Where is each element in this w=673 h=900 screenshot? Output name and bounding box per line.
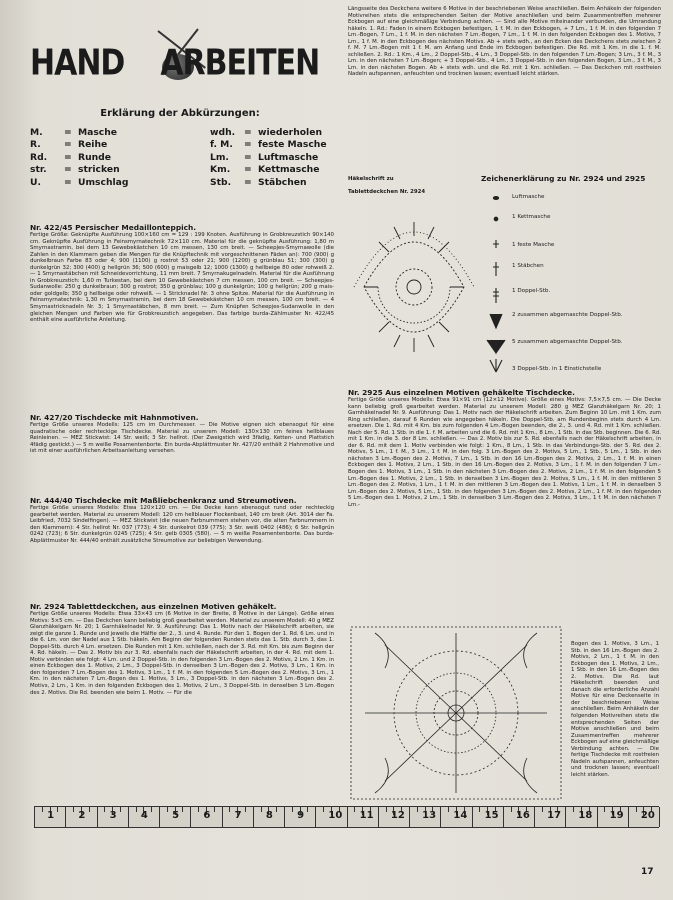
ruler-tick bbox=[104, 807, 105, 812]
ruler-number: 2 bbox=[78, 810, 86, 821]
abbreviation-eq: = bbox=[64, 176, 72, 188]
ruler-tick bbox=[378, 807, 379, 827]
ruler-tick bbox=[198, 807, 199, 812]
ruler-tick bbox=[34, 807, 35, 827]
ruler-number: 17 bbox=[547, 810, 562, 821]
section-body: Fertige Größe unseres Modells: Etwa 91×91 cm (12×12 Motive). Größe eines Motivs: 7,5×7,5 cm. — Die Decke kann beliebig groß gearbeitet werden. Material zu unserem Modell: 280 g MEZ Glanzhäkelgarn Nr. 20; 1 Garnhäkelnadel Nr. 9. Ausführung: Das 1. Motiv nach der Häkelschrift arbeiten. Zum Beginn 10 Lm. mit 1 Km. zum Ring schließen, darauf 6 Runden wie angegeben häkeln. Die Doppel-Stb. am Rundenbeginn stets durch 4 Lm. ersetzen. Die 1. Rd. mit 4 Km. bis zum folgenden 4 Lm.-Bogen beenden, die 2., 3. und 4. Rd. mit 1 Km. schließen. Nach der 5. Rd. 1 Stb. in die 1. f. M. arbeiten und die 6. Rd. mit 1 Km., 8 Lm., 1 Stb. in das Stb. beginnen. Die 6. Rd. mit 1 Km. in die 3. der 8 Lm. schließen. — Das 2. Motiv bis zur 5. Rd. ebenfalls nach der Häkelschrift arbeiten, in der 6. Rd. mit dem 1. Motiv verbinden wie folgt: 1 Km., 8 Lm., 1 Stb. in das Verbindungs-Stb. der 5. Rd. des 2. Motivs, 5 Lm., 1 f. M., 3 Lm., 1 f. M. in den folg. 3 Lm.-Bogen des 2. Motivs, 5 Lm., 1 Stb., 5 Lm., 1 Stb. in den nächsten 3 Lm.-Bogen des 2. Motivs, 7 Lm., 1 Stb. in den 16 Lm.-Bogen des 2. Motivs, 2 Lm., 1 f. M. in einen Eckbogen des 1. Motivs, 2 Lm., 1 Stb. in den 16 Lm.-Bogen des 2. Motivs, 3 Lm., 1 f. M. in den folgenden 7 Lm.-Bogen des 1. Motivs, 3 Lm., 1 Stb. in den nächsten 3 Lm.-Bogen des 2. Motivs, 2 Lm., 1 f. M. in den folgenden 5 Lm.-Bogen des 1. Motivs, 2 Lm., 1 Stb. in denselben 3 Lm.-Bogen des 2. Motivs, 5 Lm., 1 f. M. in den mittleren 3 Lm.-Bogen des 2. Motivs, 1 Lm., 1 f. M. in den mittleren 3 Lm.-Bogen des 1. Motivs, 1 Lm., 1 f. M. in denselben 3 Lm.-Bogen des 2. Motivs, 5 Lm., 1 Stb. in den folgenden 3 Lm.-Bogen des 2. Motivs, 2 Lm., 1 f. M. in den folgenden 5 Lm.-Bogen des 1. Motivs, 2 Lm., 1 Stb. in denselben 3 Lm.-Bogen des 2. Motivs, 3 Lm., 1 f. M. in den nächsten 7 Lm.- bbox=[348, 397, 661, 508]
page-number: 17 bbox=[641, 867, 654, 877]
section-title: Nr. 427/20 Tischdecke mit Hahnmotiven. bbox=[30, 413, 199, 422]
ruler-tick bbox=[503, 807, 504, 827]
ruler-tick bbox=[214, 807, 215, 812]
ruler-tick bbox=[440, 807, 441, 827]
section-427-20 bbox=[30, 414, 334, 455]
abbreviation-eq: = bbox=[244, 139, 252, 151]
ruler-number: 13 bbox=[422, 810, 437, 821]
section-2924 bbox=[30, 603, 334, 696]
ruler-tick bbox=[284, 807, 285, 827]
ruler-tick bbox=[597, 807, 598, 827]
section-body: Fertige Größe unseres Modells: Etwa 120×120 cm. — Die Decke kann ebensogut rund oder rechteckig gearbeitet werden. Material zu unserem Modell: 120 cm hellblauer Flockenbast, 140 cm breit (Art. 3014 der Fa. Leibfried, 7032 Sindelfingen). — MEZ Stickwist (die neuen Farbnummern stehen vor, die alten Farbnummern in den Klammern): 4 Str. hellrot Nr. 037 (773); 4 Str. dunkelrot 039 (775); 3 Str. weiß 0402 (486); 6 Str. hellgrün 0242 (723); 6 Str. dunkelgrün 0245 (725); 4 Str. gelb 0305 (580). — 5 m weiße Posamentenborte. Das burda-Abplättmuster Nr. 444/40 enthält zusätzliche Streumotive zur beliebigen Verwendung. bbox=[30, 505, 334, 544]
ruler-tick bbox=[159, 807, 160, 827]
ruler-tick bbox=[659, 807, 660, 827]
abbreviation-text: Runde bbox=[78, 151, 111, 163]
ruler-tick bbox=[57, 807, 58, 812]
ruler-tick bbox=[276, 807, 277, 812]
abbreviation-row bbox=[210, 127, 327, 139]
abbreviation-abbr: f. M. bbox=[210, 139, 233, 151]
legend-item: Luftmasche bbox=[512, 194, 545, 200]
legend-item: 3 Doppel-Stb. in 1 Einstichstelle bbox=[512, 366, 602, 372]
legend-item: 1 Kettmasche bbox=[512, 214, 551, 220]
ruler-tick bbox=[136, 807, 137, 812]
ruler-tick bbox=[628, 807, 629, 827]
abbreviations-title: Erklärung der Abkürzungen: bbox=[100, 108, 260, 119]
ruler-number: 4 bbox=[140, 810, 148, 821]
crochet-chart-label: Häkelschrift zu Tablettdeckchen Nr. 2924 bbox=[348, 176, 426, 195]
ruler-tick bbox=[534, 807, 535, 827]
abbreviation-abbr: U. bbox=[30, 176, 41, 188]
ruler-tick bbox=[573, 807, 574, 812]
abbreviation-text: Luftmasche bbox=[258, 151, 319, 163]
abbreviation-row bbox=[30, 164, 128, 176]
ruler-number: 1 bbox=[47, 810, 55, 821]
section-444-40 bbox=[30, 497, 334, 544]
logo-text-left: HAND bbox=[30, 42, 125, 84]
ruler-tick bbox=[65, 807, 66, 827]
legend-item: 1 feste Masche bbox=[512, 242, 555, 248]
ruler-number: 7 bbox=[234, 810, 242, 821]
ruler-number: 18 bbox=[578, 810, 593, 821]
abbreviations-right bbox=[210, 127, 327, 189]
abbreviation-abbr: Lm. bbox=[210, 151, 229, 163]
crochet-chart-2924 bbox=[344, 202, 484, 372]
section-body: Längsseite des Deckchens weitere 6 Motive in der beschriebenen Weise anschließen. Beim Anhäkeln der folgenden Motivreihen stets die entsprechenden Seiten der Motive anschließen und beim Zusammentreffen mehrerer Eckbogen auf eine gleichmäßige Verbindung achten. — Sind alle Motive miteinander verbunden, die Umrandung häkeln. 1. Rd.: Faden in einem Eckbogen befestigen, 1 f. M. in den Eckbogen, + 7 Lm., 1 f. M. in den folgenden 7 Lm.-Bogen, 7 Lm., 1 f. M. in den nächsten 7 Lm.-Bogen, 7 Lm., 1 f. M. in den folgenden Eckbogen des 1. Motivs, 7 Lm., 1 f. M. in den Eckbogen des nächsten Motivs. Ab + stets wdh., an den Ecken des Deckchens stets zwischen 2 f. M. 7 Lm.-Bogen mit 1 f. M. am Anfang und Ende im Eckbogen befestigen. Die Rd. mit 1 Km. in die 1. f. M. schließen. 2. Rd.: 1 Km., 4 Lm., 2 Doppel-Stb., 4 Lm., 3 Doppel-Stb. in den folgenden 7 Lm.-Bogen; 3 Lm., 3 f. M., 3 Lm. in den nächsten 7 Lm.-Bogen; + 3 Doppel-Stb., 4 Lm., 3 Doppel-Stb. in den folgenden Bogen, 3 Lm., 3 f. M., 3 Lm. in den nächsten Bogen. Ab + stets wdh. und die Rd. mit 1 Km. schließen. — Das Deckchen mit rostfreien Nadeln aufspannen, anfeuchten und trocknen lassen; eventuell leicht stärken. bbox=[348, 6, 661, 78]
abbreviation-row bbox=[30, 177, 128, 189]
ruler-number: 10 bbox=[328, 810, 343, 821]
abbreviation-abbr: M. bbox=[30, 127, 43, 138]
ruler-tick bbox=[409, 807, 410, 827]
section-body: Fertige Größe unseres Modells: 125 cm im Durchmesser. — Die Motive eignen sich ebensogut für eine quadratische oder rechteckige Tischdecke. Material zu unserem Modell: 130×130 cm feines hellblaues Reinleinen. — MEZ Stickwist: 14 Str. weiß; 3 Str. hellrot. (Der Zweigstich wird 3fädig, Ketten- und Plattstich 4fädig gestickt.) — 5 m weiße Posamentenborte. Ein burda-Abplättmuster Nr. 427/20 enthält 2 Hahnmotive und ist mit einer ausführlichen Arbeitsanleitung versehen. bbox=[30, 422, 334, 455]
abbreviation-text: Umschlag bbox=[78, 176, 129, 188]
legend-item: 1 Stäbchen bbox=[512, 263, 544, 269]
section-title: Nr. 422/45 Persischer Medaillonteppich. bbox=[30, 223, 197, 232]
ruler-tick bbox=[128, 807, 129, 827]
abbreviation-row bbox=[210, 139, 327, 151]
abbreviation-eq: = bbox=[244, 151, 252, 163]
abbreviation-text: Reihe bbox=[78, 139, 108, 151]
section-body: Fertige Größe: Geknüpfte Ausführung 100×160 cm = 129 : 199 Knoten. Ausführung in Grobkreuzstich 90×140 cm. Geknüpfte Ausführung in Feinsmyrnatechnik 72×110 cm. Material für die geknüpfte Ausführung: 1,80 m Smyrnastramin, bei dem 13 Gewebekästchen 10 cm messen, 130 cm breit. — Scheepjes-Smyrnawolle (die Zahlen in den Klammern geben die Mengen für die Knüpftechnik mit vorgeschnittenen Fäden an): 700 (900) g dunkelbraun Farbe 83 oder 4; 900 (1100) g rostrot 53 oder 21; 900 (1200) g grünblau 51; 300 (300) g dunkelgrün 32; 300 (400) g hellgrün 36; 500 (600) g maisgelb 12; 1000 (1300) g hellbeige 80 oder rohweiß 2. — 1 Smyrnastäbchen mit Schneidevorrichtung, 11 mm breit. 7 Smyrnakugelnadeln. Material für die Ausführung in Grobkreuzstich: 1,60 m Turkestan, bei dem 10 Gewebekästchen 7 cm messen, 100 cm breit. — Scheepjes-Sudanwolle: 250 g dunkelbraun; 300 g rostrot; 350 g grünblau; 100 g dunkelgrün; 100 g hellgrün; 200 g mais- oder goldgelb; 350 g hellbeige oder rohweiß. — 1 Stricknadel Nr. 3 ohne Spitze. Material für die Ausführung in Feinsmyrnatechnik: 1,30 m Smyrnastramin, bei dem 18 Gewebekästchen 10 cm messen, 100 cm breit. — 4 Smyrnastricknadeln Nr. 3; 1 Smyrnastäbchen, 8 mm breit. — Zum Knüpfen Scheepjes-Sudanwolle in den gleichen Mengen und Farben wie für Grobkreuzstich angegeben. Das farbige burda-Zählmuster Nr. 422/45 enthält eine ausführliche Anleitung. bbox=[30, 232, 334, 324]
section-title: Nr. 2925 Aus einzelnen Motiven gehäkelte Tischdecke. bbox=[348, 388, 575, 397]
ruler-tick bbox=[182, 807, 183, 812]
abbreviation-row bbox=[210, 164, 327, 176]
abbreviation-abbr: Km. bbox=[210, 164, 231, 176]
abbreviation-text: Stäbchen bbox=[258, 176, 307, 188]
ruler-tick bbox=[151, 807, 152, 812]
ruler-number: 16 bbox=[515, 810, 530, 821]
section-title: Nr. 444/40 Tischdecke mit Maßliebchenkranz und Streumotiven. bbox=[30, 496, 297, 505]
ruler-tick bbox=[120, 807, 121, 812]
abbreviation-eq: = bbox=[64, 127, 72, 138]
abbreviation-row bbox=[210, 177, 327, 189]
ruler-tick bbox=[448, 807, 449, 812]
abbreviation-text: Masche bbox=[78, 127, 118, 138]
ruler-tick bbox=[89, 807, 90, 812]
measuring-ruler bbox=[34, 806, 659, 828]
ruler-tick bbox=[347, 807, 348, 827]
ruler-tick bbox=[479, 807, 480, 812]
abbreviation-row bbox=[30, 152, 128, 164]
section-body: Fertige Größe unseres Modells: Etwa 33×43 cm (6 Motive in der Breite, 8 Motive in der Länge). Größe eines Motivs: 5×5 cm. — Das Deckchen kann beliebig groß gearbeitet werden. Material zu unserem Modell: 40 g MEZ Glanzhäkelgarn Nr. 20; 1 Garnhäkelnadel Nr. 9. Ausführung: Das 1. Motiv nach der Häkelschrift arbeiten, sie zeigt die ganze 1. Runde und jeweils die Hälfte der 2., 3. und 4. Runde. Für den 1. Bogen der 1. Rd. 6 Lm. und in die 6. Lm. von der Nadel aus 1 Stb. häkeln. Am Beginn der folgenden Runden stets das 1. Stb. durch 3, das 1. Doppel-Stb. durch 4 Lm. ersetzen. Die Runden mit 1 Km. schließen, nach der 3. Rd. mit Km. bis zum Beginn der 4. Rd. häkeln. — Das 2. Motiv bis zur 3. Rd. ebenfalls nach der Häkelschrift arbeiten, in der 4. Rd. mit dem 1. Motiv verbinden wie folgt: 4 Lm. und 2 Doppel-Stb. in den folgenden 3 Lm.-Bogen des 2. Motivs, 2 Lm. 1 Km. in einen Eckbogen des 1. Motivs, 2 Lm., 3 Doppel-Stb. in denselben 3 Lm.-Bogen des 2. Motivs, 3 Lm., 1 Km. in den folgenden 7 Lm.-Bogen des 1. Motivs, 3 Lm., 1 f. M. in den folgenden 5 Lm.-Bogen des 2. Motivs, 3 Lm., 1 Km. in den nächsten 7 Lm.-Bogen des 1. Motivs, 3 Lm., 3 Doppel-Stb. in den nächsten 3 Lm.-Bogen des 2. Motivs, 2 Lm., 1 Km. in den folgenden Eckbogen des 1. Motivs, 2 Lm., 3 Doppel-Stb. in denselben 3 Lm.-Bogen des 2. Motivs. Die Rd. beenden wie beim 1. Motiv. — Für die bbox=[30, 611, 334, 696]
ruler-tick bbox=[253, 807, 254, 827]
ruler-number: 20 bbox=[640, 810, 655, 821]
abbreviation-eq: = bbox=[64, 151, 72, 163]
abbreviation-text: Kettmasche bbox=[258, 164, 320, 176]
ruler-tick bbox=[245, 807, 246, 812]
ruler-number: 9 bbox=[297, 810, 305, 821]
ruler-tick bbox=[97, 807, 98, 827]
legend-item: 1 Doppel-Stb. bbox=[512, 288, 551, 294]
ruler-tick bbox=[354, 807, 355, 812]
ruler-number: 19 bbox=[609, 810, 624, 821]
ruler-number: 3 bbox=[109, 810, 117, 821]
ruler-number: 15 bbox=[484, 810, 499, 821]
abbreviation-row bbox=[30, 127, 128, 139]
abbreviation-text: stricken bbox=[78, 164, 120, 176]
header-logo bbox=[30, 0, 328, 82]
ruler-number: 5 bbox=[172, 810, 180, 821]
ruler-tick bbox=[42, 807, 43, 812]
abbreviation-abbr: str. bbox=[30, 164, 47, 176]
abbreviation-eq: = bbox=[244, 164, 252, 176]
abbreviation-eq: = bbox=[244, 176, 252, 188]
abbreviation-eq: = bbox=[64, 164, 72, 176]
abbreviation-row bbox=[210, 152, 327, 164]
ruler-number: 14 bbox=[453, 810, 468, 821]
ruler-tick bbox=[565, 807, 566, 827]
ruler-tick bbox=[472, 807, 473, 827]
ruler-tick bbox=[386, 807, 387, 812]
abbreviation-row bbox=[30, 139, 128, 151]
ruler-tick bbox=[167, 807, 168, 812]
ruler-tick bbox=[261, 807, 262, 812]
ruler-number: 12 bbox=[390, 810, 405, 821]
abbreviation-abbr: wdh. bbox=[210, 127, 236, 138]
section-body: Bogen des 1. Motivs, 3 Lm., 1 Stb. in den 16 Lm.-Bogen des 2. Motivs, 2 Lm., 1 f. M. in den Eckbogen des 1. Motivs, 2 Lm., 1 Stb. in den 16 Lm.-Bogen des 2. Motivs. Die Rd. laut Häkelschrift beenden und danach die erforderliche Anzahl Motive für eine Deckenseite in der beschriebenen Weise anschließen. Beim Anhäkeln der folgenden Motivreihen stets die entsprechenden Seiten der Motive anschließen und beim Zusammentreffen mehrerer Eckbogen auf eine gleichmäßige Verbindung achten. — Die fertige Tischdecke mit rostfreien Nadeln aufspannen, anfeuchten und trocknen lassen; eventuell leicht stärken. bbox=[571, 641, 659, 778]
ruler-tick bbox=[315, 807, 316, 827]
legend-title: Zeichenerklärung zu Nr. 2924 und 2925 bbox=[481, 174, 646, 183]
ruler-tick bbox=[73, 807, 74, 812]
legend-item: 5 zusammen abgemaschte Doppel-Stb. bbox=[512, 339, 623, 345]
abbreviation-eq: = bbox=[244, 127, 252, 138]
ruler-number: 6 bbox=[203, 810, 211, 821]
ruler-tick bbox=[190, 807, 191, 827]
section-2924-continued bbox=[348, 6, 661, 78]
ruler-tick bbox=[636, 807, 637, 812]
ruler-tick bbox=[323, 807, 324, 812]
section-2925 bbox=[348, 389, 661, 508]
section-2925-narrow bbox=[571, 641, 659, 778]
ruler-number: 11 bbox=[359, 810, 374, 821]
crochet-chart-2925 bbox=[345, 623, 567, 803]
abbreviation-abbr: Stb. bbox=[210, 176, 232, 188]
abbreviation-abbr: R. bbox=[30, 139, 41, 151]
ruler-tick bbox=[604, 807, 605, 812]
ruler-tick bbox=[222, 807, 223, 827]
ruler-tick bbox=[511, 807, 512, 812]
abbreviation-abbr: Rd. bbox=[30, 151, 48, 163]
abbreviations-left bbox=[30, 127, 128, 189]
section-title: Nr. 2924 Tablettdeckchen, aus einzelnen Motiven gehäkelt. bbox=[30, 602, 277, 611]
ruler-tick bbox=[292, 807, 293, 812]
ruler-tick bbox=[307, 807, 308, 812]
stitch-symbols bbox=[484, 186, 508, 382]
ruler-tick bbox=[542, 807, 543, 812]
logo-text-right: ARBEITEN bbox=[160, 42, 320, 84]
ruler-tick bbox=[229, 807, 230, 812]
ruler-tick bbox=[417, 807, 418, 812]
ruler-number: 8 bbox=[265, 810, 273, 821]
abbreviation-text: feste Masche bbox=[258, 139, 327, 151]
abbreviation-text: wiederholen bbox=[258, 127, 322, 138]
legend-item: 2 zusammen abgemaschte Doppel-Stb. bbox=[512, 312, 623, 318]
abbreviation-eq: = bbox=[64, 139, 72, 151]
section-422-45 bbox=[30, 224, 334, 324]
